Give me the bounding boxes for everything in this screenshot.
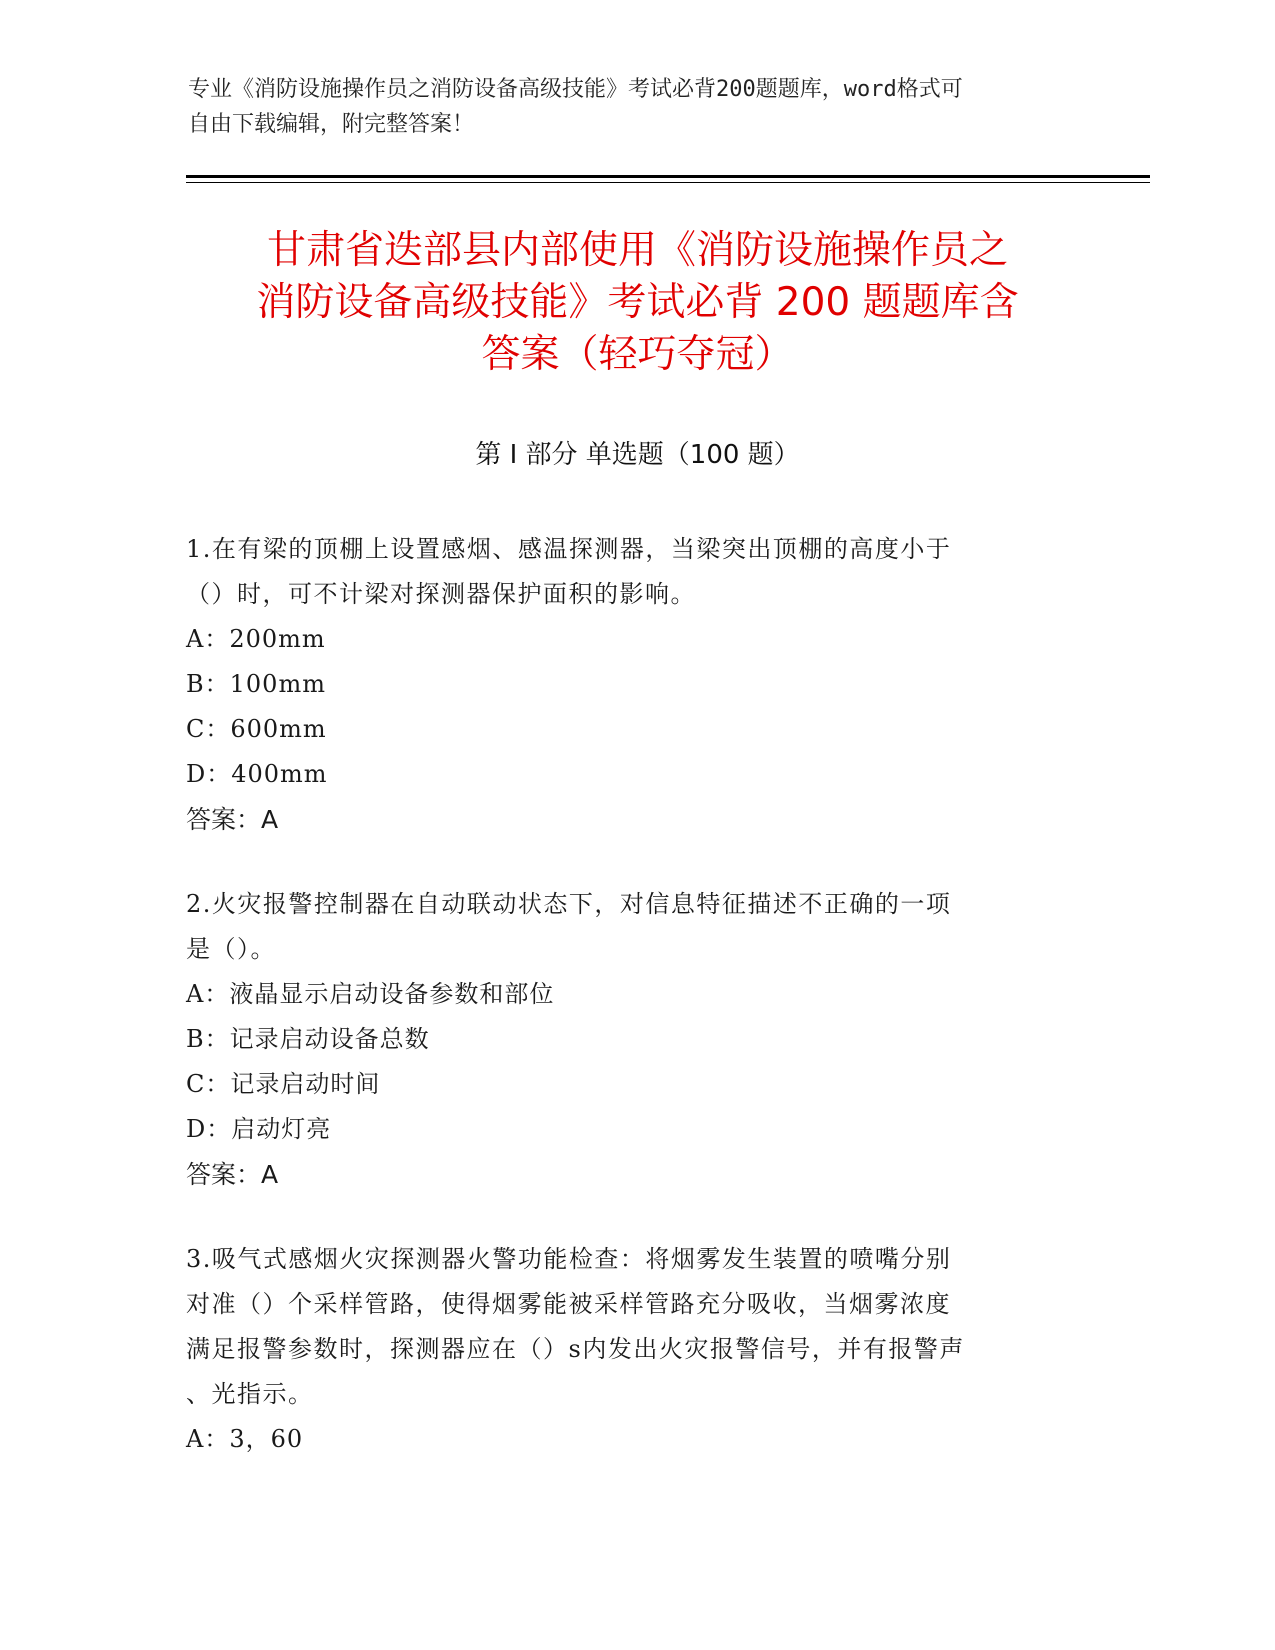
option-b: B：记录启动设备总数 — [186, 1025, 430, 1053]
question-1 — [186, 527, 1076, 842]
header-divider-thick — [186, 175, 1150, 178]
header-note — [188, 72, 1088, 142]
option-c: C：记录启动时间 — [186, 1070, 381, 1098]
option-d: D：400mm — [186, 760, 328, 788]
question-stem: 3.吸气式感烟火灾探测器火警功能检查：将烟雾发生装置的喷嘴分别 — [186, 1245, 952, 1273]
section-heading: 第 I 部分 单选题（100 题） — [475, 440, 800, 470]
question-stem: 1.在有梁的顶棚上设置感烟、感温探测器，当梁突出顶棚的高度小于 — [186, 535, 952, 563]
option-a: A：200mm — [186, 625, 326, 653]
title-line: 消防设备高级技能》考试必背 200 题题库含 — [256, 280, 1019, 325]
question-stem: 满足报警参数时，探测器应在（）s内发出火灾报警信号，并有报警声 — [186, 1335, 965, 1363]
option-c: C：600mm — [186, 715, 327, 743]
question-stem: 2.火灾报警控制器在自动联动状态下，对信息特征描述不正确的一项 — [186, 890, 952, 918]
title-line: 答案（轻巧夺冠） — [481, 332, 794, 377]
question-stem: 对准（）个采样管路，使得烟雾能被采样管路充分吸收，当烟雾浓度 — [186, 1290, 951, 1318]
question-list — [186, 527, 1076, 1502]
option-b: B：100mm — [186, 670, 326, 698]
header-note-line: 专业《消防设施操作员之消防设备高级技能》考试必背200题题库，word格式可 — [188, 77, 963, 102]
option-a: A：液晶显示启动设备参数和部位 — [186, 980, 555, 1008]
option-a: A：3，60 — [186, 1425, 304, 1453]
header-note-line: 自由下载编辑，附完整答案！ — [188, 112, 475, 137]
question-2 — [186, 882, 1076, 1197]
question-stem: 是（）。 — [186, 935, 276, 963]
question-3 — [186, 1237, 1076, 1462]
question-stem: （）时，可不计梁对探测器保护面积的影响。 — [186, 580, 696, 608]
header-divider-thin — [186, 182, 1150, 183]
answer: 答案：A — [186, 805, 279, 834]
answer: 答案：A — [186, 1160, 279, 1189]
document-title — [170, 225, 1105, 381]
question-stem: 、光指示。 — [186, 1380, 314, 1408]
option-d: D：启动灯亮 — [186, 1115, 332, 1143]
title-line: 甘肃省迭部县内部使用《消防设施操作员之 — [266, 228, 1008, 273]
